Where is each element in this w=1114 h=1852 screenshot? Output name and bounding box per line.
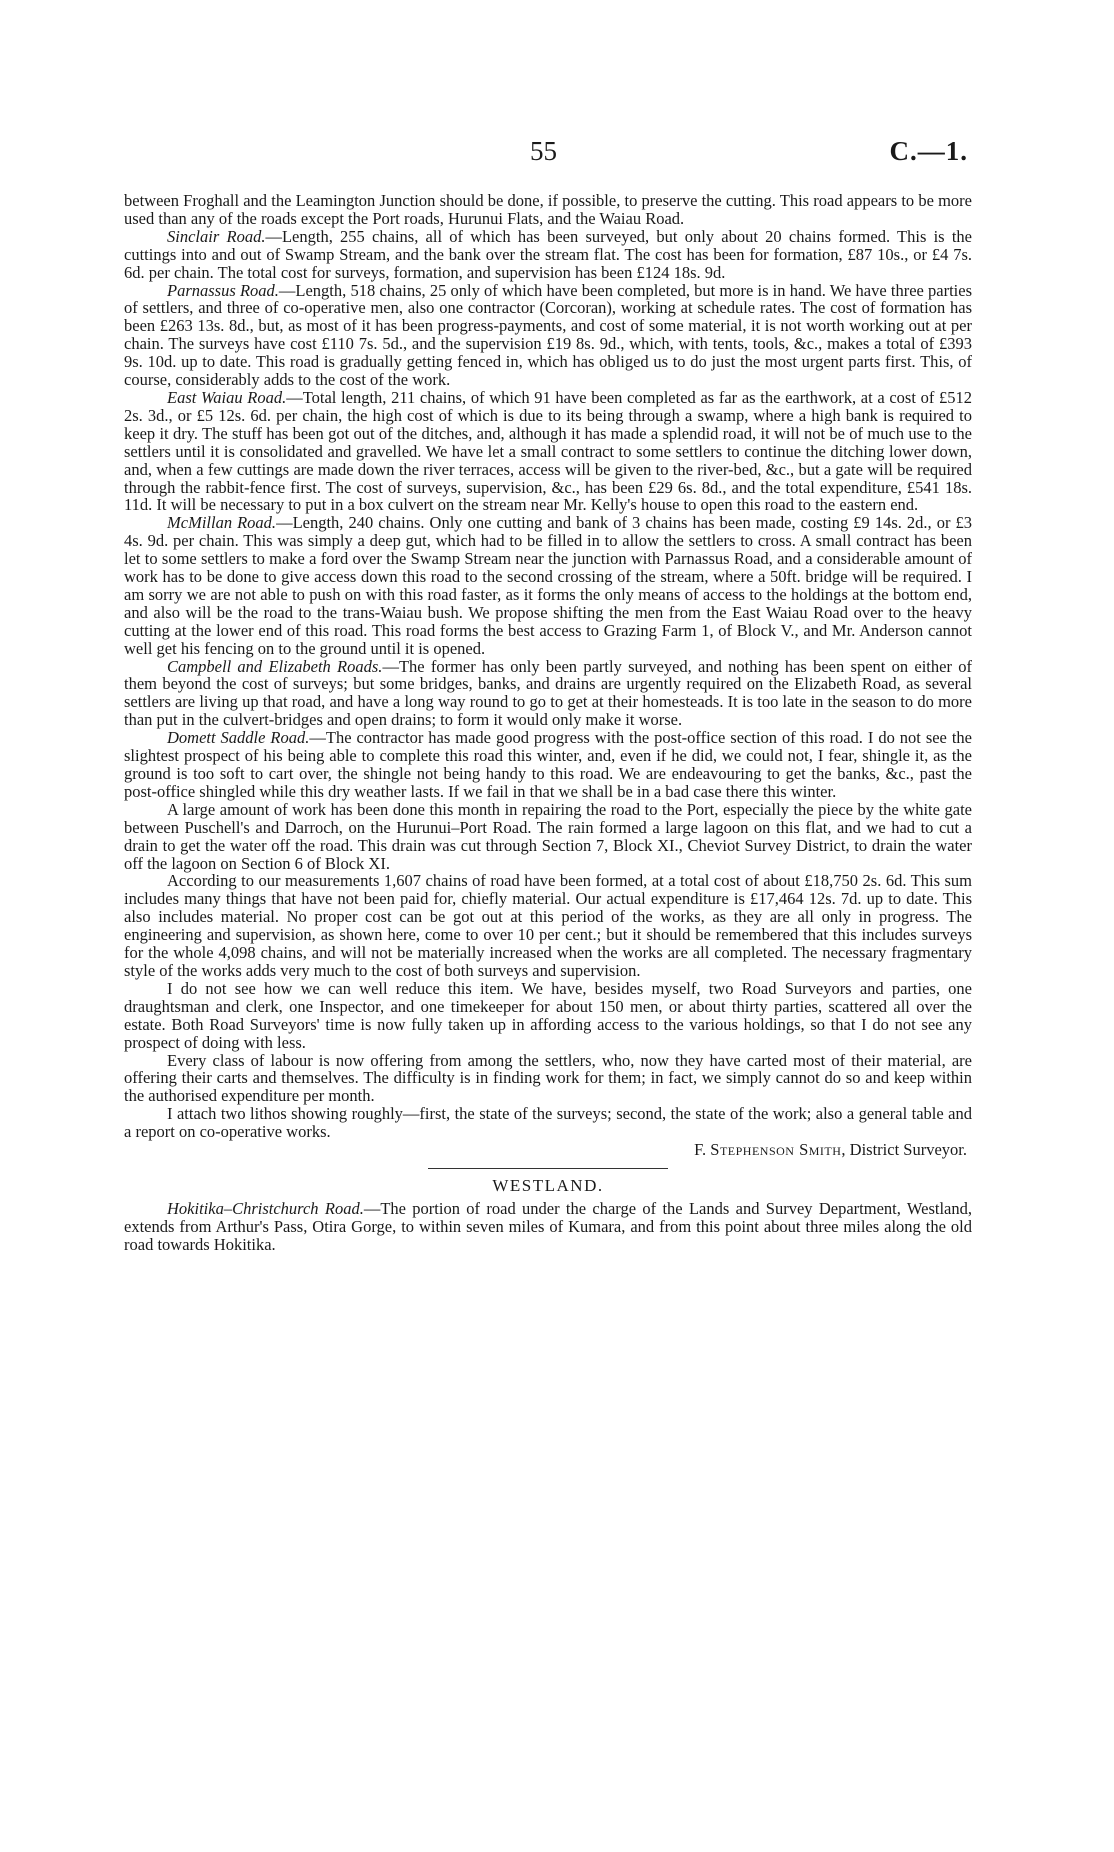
- paragraph-hokitika-christchurch-road: Hokitika–Christchurch Road.—The portion of road under the charge of the Lands and Survey Department, Westland, extends from Arthur's Pass, Otira Gorge, to within seven miles of Kumara, and from this point about three miles along the old road towards Hokitika.: [124, 1198, 972, 1254]
- road-title: East Waiau Road.: [167, 387, 287, 407]
- paragraph-continuation: between Froghall and the Leamington Junction should be done, if possible, to preserve the cutting. This road appears to be more used than any of the roads except the Port roads, Hurunui Flats, and the Waiau Road.: [124, 191, 972, 228]
- page-header: [0, 136, 1114, 176]
- signature: [124, 1141, 972, 1159]
- signature-initial: F.: [694, 1140, 707, 1160]
- section-divider: [428, 1168, 668, 1169]
- paragraph-campbell-elizabeth-roads: Campbell and Elizabeth Roads.—The former has only been partly surveyed, and nothing has been spent on either of them beyond the cost of surveys; but some bridges, banks, and drains are urgently required on the Elizabeth Road, as several settlers are living up that road, and have a long way round to go to get at their homesteads. It is too late in the season to do more than put in the culvert-bridges and open drains; to form it would only make it worse.: [124, 656, 972, 730]
- signature-name: Stephenson Smith: [710, 1140, 842, 1160]
- document-code: C.—1.: [889, 136, 968, 166]
- paragraph-port-road-repairs: A large amount of work has been done this month in repairing the road to the Port, especially the piece by the white gate between Puschell's and Darroch, on the Hurunui–Port Road. The rain formed a large lagoon on this flat, and we had to cut a drain to get the water off the road. This drain was cut through Section 7, Block XI., Cheviot Survey District, to drain the water off the lagoon on Section 6 of Block XI.: [124, 799, 972, 873]
- road-title: Hokitika–Christchurch Road.: [167, 1198, 364, 1218]
- signature-role: , District Surveyor.: [841, 1140, 967, 1160]
- paragraph-east-waiau-road: East Waiau Road.—Total length, 211 chains, of which 91 have been completed as far as the earthwork, at a cost of £512 2s. 3d., or £5 12s. 6d. per chain, the high cost of which is due to its being through a swamp, where a high bank is required to keep it dry. The stuff has been got out of the ditches, and, although it has made a splendid road, it will not be of much use to the settlers until it is consolidated and gravelled. We have let a small contract to some settlers to continue the ditching lower down, and, when a few cuttings are made down the river terraces, access will be given to the river-bed, &c., but a gate will be required through the rabbit-fence first. The cost of surveys, supervision, &c., has been £29 6s. 8d., and the total expenditure, £541 18s. 11d. It will be necessary to put in a box culvert on the stream near Mr. Kelly's house to open this road to the eastern end.: [124, 387, 973, 515]
- paragraph-sinclair-road: Sinclair Road.—Length, 255 chains, all of which has been surveyed, but only about 20 chains formed. This is the cuttings into and out of Swamp Stream, and the bank over the stream flat. The cost has been for formation, £87 10s., or £4 7s. 6d. per chain. The total cost for surveys, formation, and supervision has been £124 18s. 9d.: [124, 226, 973, 282]
- road-title: McMillan Road.: [167, 513, 277, 533]
- road-title: Parnassus Road.: [167, 280, 279, 300]
- paragraph-domett-saddle-road: Domett Saddle Road.—The contractor has made good progress with the post-office section of this road. I do not see the slightest prospect of his being able to complete this road this winter, and, even if he did, we could not, I fear, shingle it, as the ground is too soft to cart over, the shingle not being handy to this road. We are endeavouring to get the banks, &c., past the post-office shingled while this dry weather lasts. If we fail in that we shall be in a bad case there this winter.: [124, 728, 972, 801]
- paragraph-measurements: According to our measurements 1,607 chains of road have been formed, at a total cost of about £18,750 2s. 6d. This sum includes many things that have not been paid for, chiefly material. Our actual expenditure is £17,464 12s. 7d. up to date. This also includes material. No proper cost can be got out at this period of the works, as they are all only in progress. The engineering and supervision, as shown here, come to over 10 per cent.; but it should be remembered that this includes surveys for the whole 4,098 chains, and will not be materially increased when the works are all completed. The necessary fragmentary style of the works adds very much to the cost of both surveys and supervision.: [124, 871, 972, 980]
- document-body: [124, 192, 972, 1254]
- page-number: 55: [530, 136, 557, 166]
- paragraph-labour: Every class of labour is now offering from among the settlers, who, now they have carted most of their material, are offering their carts and themselves. The difficulty is in finding work for them; in fact, we simply cannot do so and keep within the authorised expenditure per month.: [124, 1050, 972, 1106]
- road-title: Sinclair Road.: [167, 226, 266, 246]
- section-heading: WESTLAND.: [492, 1175, 604, 1195]
- paragraph-lithos: I attach two lithos showing roughly—first, the state of the surveys; second, the state of the work; also a general table and a report on co-operative works.: [124, 1104, 972, 1142]
- paragraph-staff: I do not see how we can well reduce this item. We have, besides myself, two Road Surveyors and parties, one draughtsman and clerk, one Inspector, and one timekeeper for about 150 men, or about thirty parties, scattered all over the estate. Both Road Surveyors' time is now fully taken up in affording access to the various holdings, so that I do not see any prospect of doing with less.: [124, 978, 972, 1052]
- paragraph-mcmillan-road: McMillan Road.—Length, 240 chains. Only one cutting and bank of 3 chains has been made, costing £9 14s. 2d., or £3 4s. 9d. per chain. This was simply a deep gut, which had to be filled in to allow the settlers to cross. A small contract has been let to some settlers to make a ford over the Swamp Stream near the junction with Parnassus Road, and a considerable amount of work has to be done to give access down this road to the second crossing of the stream, where a 50ft. bridge will be required. I am sorry we are not able to push on with this road faster, as it forms the only means of access to the holdings at the bottom end, and also will be the road to the trans-Waiau bush. We propose shifting the men from the East Waiau Road over to the heavy cutting at the lower end of this road. This road forms the best access to Grazing Farm 1, of Block V., and Mr. Anderson cannot well get his fencing on to the ground until it is opened.: [124, 513, 972, 658]
- road-title: Domett Saddle Road.: [167, 728, 310, 748]
- paragraph-parnassus-road: Parnassus Road.—Length, 518 chains, 25 only of which have been completed, but more is in hand. We have three parties of settlers, and three of co-operative men, also one contractor (Corcoran), working at schedule rates. The cost of formation has been £263 13s. 8d., but, as most of it has been progress-payments, and cost of some material, it is not worth working out at per chain. The surveys have cost £110 7s. 5d., and the supervision £19 8s. 9d., which, with tents, tools, &c., makes a total of £393 9s. 10d. up to date. This road is gradually getting fenced in, which has obliged us to do just the most urgent parts first. This, of course, considerably adds to the cost of the work.: [124, 280, 973, 390]
- road-title: Campbell and Elizabeth Roads.: [167, 656, 383, 676]
